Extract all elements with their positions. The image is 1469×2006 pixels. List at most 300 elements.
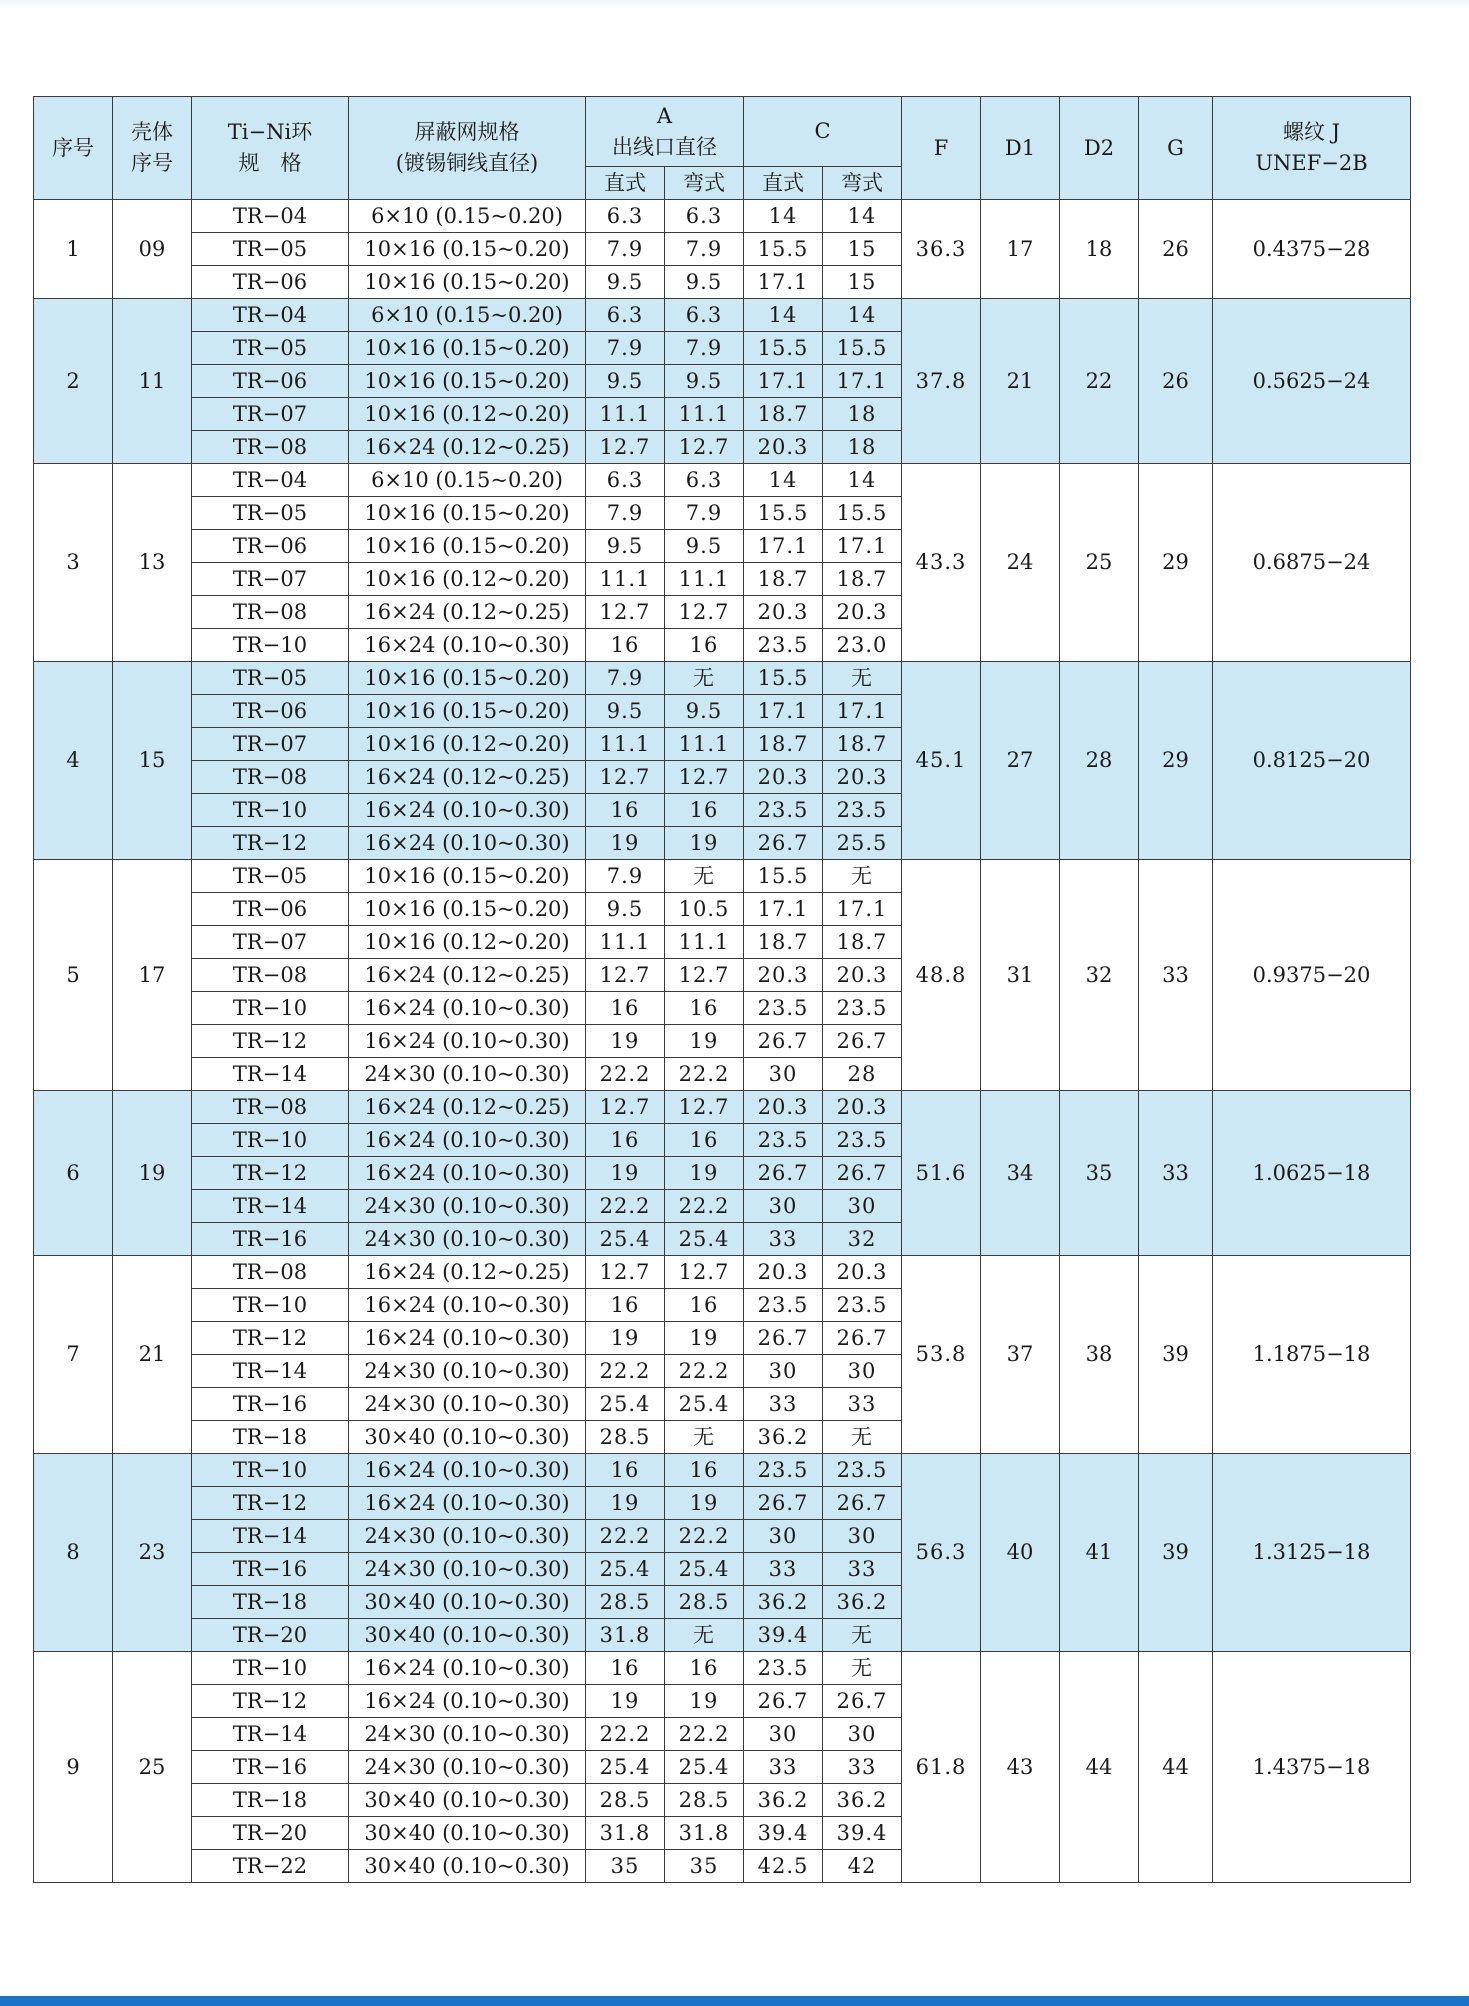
a-straight-cell: 12.7 <box>586 596 665 629</box>
d2-value-cell: 44 <box>1060 1652 1139 1883</box>
mesh-spec-cell: 6×10 (0.15~0.20) <box>349 464 586 497</box>
tini-spec-cell: TR−07 <box>192 926 349 959</box>
tini-spec-cell: TR−05 <box>192 662 349 695</box>
a-bent-cell: 9.5 <box>665 530 744 563</box>
g-value-cell: 33 <box>1139 860 1213 1091</box>
g-value-cell: 39 <box>1139 1454 1213 1652</box>
a-straight-cell: 7.9 <box>586 332 665 365</box>
c-straight-cell: 23.5 <box>744 794 823 827</box>
c-bent-cell: 23.5 <box>823 992 902 1025</box>
a-bent-cell: 25.4 <box>665 1553 744 1586</box>
d2-value-cell: 22 <box>1060 299 1139 464</box>
d1-value-cell: 27 <box>981 662 1060 860</box>
a-bent-cell: 12.7 <box>665 1256 744 1289</box>
c-bent-cell: 20.3 <box>823 1256 902 1289</box>
a-bent-cell: 12.7 <box>665 959 744 992</box>
a-straight-cell: 7.9 <box>586 662 665 695</box>
a-straight-cell: 31.8 <box>586 1619 665 1652</box>
a-bent-cell: 22.2 <box>665 1058 744 1091</box>
tini-spec-cell: TR−07 <box>192 563 349 596</box>
mesh-spec-cell: 24×30 (0.10~0.30) <box>349 1223 586 1256</box>
tini-spec-cell: TR−08 <box>192 431 349 464</box>
mesh-spec-cell: 24×30 (0.10~0.30) <box>349 1520 586 1553</box>
a-straight-cell: 11.1 <box>586 398 665 431</box>
tini-spec-cell: TR−06 <box>192 530 349 563</box>
c-straight-cell: 23.5 <box>744 1124 823 1157</box>
a-bent-cell: 22.2 <box>665 1190 744 1223</box>
a-straight-cell: 19 <box>586 1157 665 1190</box>
mesh-spec-cell: 10×16 (0.15~0.20) <box>349 530 586 563</box>
mesh-spec-cell: 16×24 (0.12~0.25) <box>349 1256 586 1289</box>
c-straight-cell: 15.5 <box>744 233 823 266</box>
tini-spec-cell: TR−04 <box>192 200 349 233</box>
f-value-cell: 36.3 <box>902 200 981 299</box>
mesh-spec-cell: 10×16 (0.12~0.20) <box>349 728 586 761</box>
c-straight-cell: 20.3 <box>744 1091 823 1124</box>
seq-cell: 1 <box>34 200 113 299</box>
c-bent-cell: 18.7 <box>823 728 902 761</box>
c-straight-cell: 15.5 <box>744 332 823 365</box>
a-bent-cell: 7.9 <box>665 332 744 365</box>
a-bent-cell: 16 <box>665 1124 744 1157</box>
a-bent-cell: 31.8 <box>665 1817 744 1850</box>
mesh-spec-cell: 30×40 (0.10~0.30) <box>349 1850 586 1883</box>
c-bent-cell: 15 <box>823 266 902 299</box>
tini-spec-cell: TR−08 <box>192 761 349 794</box>
a-bent-cell: 16 <box>665 1454 744 1487</box>
mesh-spec-cell: 30×40 (0.10~0.30) <box>349 1817 586 1850</box>
a-bent-cell: 19 <box>665 1685 744 1718</box>
c-straight-cell: 26.7 <box>744 1685 823 1718</box>
table-row <box>34 200 1411 233</box>
mesh-spec-cell: 10×16 (0.12~0.20) <box>349 398 586 431</box>
a-straight-cell: 25.4 <box>586 1751 665 1784</box>
mesh-spec-cell: 16×24 (0.10~0.30) <box>349 1124 586 1157</box>
mesh-spec-cell: 10×16 (0.15~0.20) <box>349 893 586 926</box>
a-bent-cell: 16 <box>665 629 744 662</box>
mesh-spec-cell: 10×16 (0.12~0.20) <box>349 926 586 959</box>
thread-value-cell: 0.5625−24 <box>1213 299 1411 464</box>
tini-spec-cell: TR−12 <box>192 1025 349 1058</box>
c-straight-cell: 26.7 <box>744 1025 823 1058</box>
mesh-spec-cell: 16×24 (0.12~0.25) <box>349 959 586 992</box>
mesh-spec-cell: 6×10 (0.15~0.20) <box>349 299 586 332</box>
tini-spec-cell: TR−14 <box>192 1190 349 1223</box>
c-bent-cell: 17.1 <box>823 695 902 728</box>
tini-spec-cell: TR−22 <box>192 1850 349 1883</box>
a-bent-cell: 22.2 <box>665 1718 744 1751</box>
c-bent-cell: 17.1 <box>823 365 902 398</box>
tini-spec-cell: TR−18 <box>192 1586 349 1619</box>
a-straight-cell: 31.8 <box>586 1817 665 1850</box>
a-straight-cell: 9.5 <box>586 695 665 728</box>
a-straight-cell: 19 <box>586 827 665 860</box>
d2-value-cell: 41 <box>1060 1454 1139 1652</box>
a-straight-cell: 7.9 <box>586 860 665 893</box>
c-straight-cell: 20.3 <box>744 596 823 629</box>
c-straight-cell: 39.4 <box>744 1817 823 1850</box>
table-row <box>34 1454 1411 1487</box>
col-a-header: A 出线口直径 <box>586 97 744 167</box>
c-bent-cell: 28 <box>823 1058 902 1091</box>
tini-spec-cell: TR−12 <box>192 1487 349 1520</box>
a-bent-cell: 16 <box>665 794 744 827</box>
mesh-spec-cell: 10×16 (0.15~0.20) <box>349 266 586 299</box>
a-straight-cell: 19 <box>586 1322 665 1355</box>
a-straight-cell: 22.2 <box>586 1190 665 1223</box>
f-value-cell: 43.3 <box>902 464 981 662</box>
c-straight-cell: 18.7 <box>744 728 823 761</box>
shell-cell: 13 <box>113 464 192 662</box>
c-bent-cell: 无 <box>823 1652 902 1685</box>
thread-value-cell: 0.6875−24 <box>1213 464 1411 662</box>
a-straight-cell: 9.5 <box>586 530 665 563</box>
top-strip <box>0 0 1469 10</box>
c-bent-cell: 17.1 <box>823 893 902 926</box>
c-straight-cell: 23.5 <box>744 1454 823 1487</box>
mesh-spec-cell: 10×16 (0.12~0.20) <box>349 563 586 596</box>
col-a-straight-header: 直式 <box>586 167 665 200</box>
c-bent-cell: 23.5 <box>823 1454 902 1487</box>
a-bent-cell: 无 <box>665 1619 744 1652</box>
tini-spec-cell: TR−05 <box>192 860 349 893</box>
a-straight-cell: 9.5 <box>586 365 665 398</box>
tini-spec-cell: TR−08 <box>192 596 349 629</box>
seq-cell: 5 <box>34 860 113 1091</box>
seq-cell: 6 <box>34 1091 113 1256</box>
a-bent-cell: 19 <box>665 1322 744 1355</box>
f-value-cell: 56.3 <box>902 1454 981 1652</box>
tini-spec-cell: TR−04 <box>192 299 349 332</box>
c-straight-cell: 23.5 <box>744 629 823 662</box>
a-straight-cell: 9.5 <box>586 266 665 299</box>
c-straight-cell: 15.5 <box>744 860 823 893</box>
a-straight-cell: 12.7 <box>586 959 665 992</box>
mesh-spec-cell: 16×24 (0.10~0.30) <box>349 1322 586 1355</box>
mesh-spec-cell: 16×24 (0.10~0.30) <box>349 1454 586 1487</box>
c-straight-cell: 42.5 <box>744 1850 823 1883</box>
d1-value-cell: 40 <box>981 1454 1060 1652</box>
c-bent-cell: 18 <box>823 398 902 431</box>
a-straight-cell: 28.5 <box>586 1784 665 1817</box>
mesh-spec-cell: 16×24 (0.12~0.25) <box>349 761 586 794</box>
tini-spec-cell: TR−18 <box>192 1421 349 1454</box>
mesh-spec-cell: 16×24 (0.10~0.30) <box>349 1487 586 1520</box>
a-bent-cell: 12.7 <box>665 761 744 794</box>
f-value-cell: 51.6 <box>902 1091 981 1256</box>
a-straight-cell: 28.5 <box>586 1421 665 1454</box>
c-bent-cell: 33 <box>823 1388 902 1421</box>
a-straight-cell: 12.7 <box>586 761 665 794</box>
col-d1-header: D1 <box>981 97 1060 200</box>
g-value-cell: 44 <box>1139 1652 1213 1883</box>
c-straight-cell: 17.1 <box>744 530 823 563</box>
col-a-bent-header: 弯式 <box>665 167 744 200</box>
a-straight-cell: 6.3 <box>586 464 665 497</box>
a-bent-cell: 25.4 <box>665 1388 744 1421</box>
c-bent-cell: 33 <box>823 1553 902 1586</box>
tini-spec-cell: TR−10 <box>192 1289 349 1322</box>
a-straight-cell: 12.7 <box>586 431 665 464</box>
c-bent-cell: 18.7 <box>823 563 902 596</box>
mesh-spec-cell: 30×40 (0.10~0.30) <box>349 1421 586 1454</box>
c-bent-cell: 36.2 <box>823 1586 902 1619</box>
a-straight-cell: 16 <box>586 1454 665 1487</box>
tini-spec-cell: TR−10 <box>192 992 349 1025</box>
tini-spec-cell: TR−05 <box>192 332 349 365</box>
a-straight-cell: 28.5 <box>586 1586 665 1619</box>
c-bent-cell: 无 <box>823 1619 902 1652</box>
mesh-spec-cell: 16×24 (0.10~0.30) <box>349 827 586 860</box>
mesh-spec-cell: 16×24 (0.10~0.30) <box>349 1685 586 1718</box>
col-thread-header: 螺纹 J UNEF−2B <box>1213 97 1411 200</box>
a-bent-cell: 7.9 <box>665 233 744 266</box>
c-bent-cell: 14 <box>823 200 902 233</box>
a-bent-cell: 19 <box>665 1025 744 1058</box>
d1-value-cell: 34 <box>981 1091 1060 1256</box>
c-bent-cell: 26.7 <box>823 1157 902 1190</box>
c-bent-cell: 20.3 <box>823 596 902 629</box>
mesh-spec-cell: 24×30 (0.10~0.30) <box>349 1058 586 1091</box>
c-straight-cell: 36.2 <box>744 1421 823 1454</box>
c-straight-cell: 30 <box>744 1058 823 1091</box>
d1-value-cell: 31 <box>981 860 1060 1091</box>
a-bent-cell: 无 <box>665 662 744 695</box>
tini-spec-cell: TR−12 <box>192 1322 349 1355</box>
a-straight-cell: 12.7 <box>586 1091 665 1124</box>
c-bent-cell: 42 <box>823 1850 902 1883</box>
mesh-spec-cell: 10×16 (0.15~0.20) <box>349 497 586 530</box>
c-bent-cell: 26.7 <box>823 1685 902 1718</box>
a-straight-cell: 6.3 <box>586 299 665 332</box>
a-bent-cell: 6.3 <box>665 299 744 332</box>
seq-cell: 3 <box>34 464 113 662</box>
a-straight-cell: 11.1 <box>586 926 665 959</box>
table-row <box>34 662 1411 695</box>
c-straight-cell: 18.7 <box>744 926 823 959</box>
a-bent-cell: 22.2 <box>665 1355 744 1388</box>
tini-spec-cell: TR−07 <box>192 728 349 761</box>
a-straight-cell: 7.9 <box>586 233 665 266</box>
tini-spec-cell: TR−10 <box>192 794 349 827</box>
c-straight-cell: 15.5 <box>744 497 823 530</box>
c-bent-cell: 30 <box>823 1355 902 1388</box>
a-straight-cell: 7.9 <box>586 497 665 530</box>
a-straight-cell: 16 <box>586 794 665 827</box>
a-bent-cell: 10.5 <box>665 893 744 926</box>
a-bent-cell: 9.5 <box>665 365 744 398</box>
c-straight-cell: 20.3 <box>744 1256 823 1289</box>
tini-spec-cell: TR−16 <box>192 1553 349 1586</box>
d1-value-cell: 17 <box>981 200 1060 299</box>
a-bent-cell: 16 <box>665 1652 744 1685</box>
spec-table <box>33 96 1411 1883</box>
tini-spec-cell: TR−08 <box>192 1256 349 1289</box>
a-bent-cell: 12.7 <box>665 596 744 629</box>
a-bent-cell: 19 <box>665 827 744 860</box>
tini-spec-cell: TR−16 <box>192 1223 349 1256</box>
table-row <box>34 299 1411 332</box>
a-bent-cell: 25.4 <box>665 1751 744 1784</box>
c-straight-cell: 18.7 <box>744 563 823 596</box>
mesh-spec-cell: 10×16 (0.15~0.20) <box>349 695 586 728</box>
shell-cell: 15 <box>113 662 192 860</box>
c-straight-cell: 36.2 <box>744 1586 823 1619</box>
a-straight-cell: 25.4 <box>586 1223 665 1256</box>
mesh-spec-cell: 16×24 (0.12~0.25) <box>349 596 586 629</box>
table-row <box>34 860 1411 893</box>
mesh-spec-cell: 16×24 (0.10~0.30) <box>349 1025 586 1058</box>
mesh-spec-cell: 16×24 (0.10~0.30) <box>349 992 586 1025</box>
col-tini-header: Ti−Ni环 规 格 <box>192 97 349 200</box>
col-f-header: F <box>902 97 981 200</box>
shell-cell: 17 <box>113 860 192 1091</box>
a-bent-cell: 22.2 <box>665 1520 744 1553</box>
g-value-cell: 29 <box>1139 464 1213 662</box>
d2-value-cell: 25 <box>1060 464 1139 662</box>
mesh-spec-cell: 24×30 (0.10~0.30) <box>349 1553 586 1586</box>
a-straight-cell: 11.1 <box>586 563 665 596</box>
c-bent-cell: 25.5 <box>823 827 902 860</box>
shell-cell: 25 <box>113 1652 192 1883</box>
tini-spec-cell: TR−20 <box>192 1817 349 1850</box>
a-bent-cell: 28.5 <box>665 1586 744 1619</box>
mesh-spec-cell: 24×30 (0.10~0.30) <box>349 1751 586 1784</box>
thread-value-cell: 0.8125−20 <box>1213 662 1411 860</box>
a-bent-cell: 11.1 <box>665 563 744 596</box>
g-value-cell: 26 <box>1139 200 1213 299</box>
a-bent-cell: 19 <box>665 1487 744 1520</box>
col-c-header: C <box>744 97 902 167</box>
mesh-spec-cell: 24×30 (0.10~0.30) <box>349 1355 586 1388</box>
tini-spec-cell: TR−12 <box>192 1157 349 1190</box>
c-straight-cell: 23.5 <box>744 992 823 1025</box>
c-straight-cell: 17.1 <box>744 695 823 728</box>
c-bent-cell: 30 <box>823 1190 902 1223</box>
a-straight-cell: 12.7 <box>586 1256 665 1289</box>
col-g-header: G <box>1139 97 1213 200</box>
thread-value-cell: 0.4375−28 <box>1213 200 1411 299</box>
tini-spec-cell: TR−20 <box>192 1619 349 1652</box>
c-straight-cell: 30 <box>744 1520 823 1553</box>
col-seq-header: 序号 <box>34 97 113 200</box>
c-straight-cell: 20.3 <box>744 959 823 992</box>
a-straight-cell: 16 <box>586 992 665 1025</box>
c-straight-cell: 39.4 <box>744 1619 823 1652</box>
mesh-spec-cell: 10×16 (0.15~0.20) <box>349 365 586 398</box>
c-bent-cell: 26.7 <box>823 1025 902 1058</box>
tini-spec-cell: TR−08 <box>192 1091 349 1124</box>
c-straight-cell: 17.1 <box>744 365 823 398</box>
tini-spec-cell: TR−14 <box>192 1718 349 1751</box>
a-bent-cell: 9.5 <box>665 266 744 299</box>
mesh-spec-cell: 10×16 (0.15~0.20) <box>349 860 586 893</box>
seq-cell: 2 <box>34 299 113 464</box>
a-bent-cell: 11.1 <box>665 728 744 761</box>
c-bent-cell: 20.3 <box>823 959 902 992</box>
d1-value-cell: 24 <box>981 464 1060 662</box>
a-straight-cell: 16 <box>586 1652 665 1685</box>
mesh-spec-cell: 24×30 (0.10~0.30) <box>349 1718 586 1751</box>
thread-value-cell: 1.1875−18 <box>1213 1256 1411 1454</box>
a-bent-cell: 11.1 <box>665 398 744 431</box>
a-straight-cell: 6.3 <box>586 200 665 233</box>
seq-cell: 8 <box>34 1454 113 1652</box>
a-straight-cell: 16 <box>586 1289 665 1322</box>
table-row <box>34 1256 1411 1289</box>
a-bent-cell: 16 <box>665 1289 744 1322</box>
shell-cell: 19 <box>113 1091 192 1256</box>
mesh-spec-cell: 24×30 (0.10~0.30) <box>349 1190 586 1223</box>
c-straight-cell: 14 <box>744 200 823 233</box>
c-bent-cell: 17.1 <box>823 530 902 563</box>
tini-spec-cell: TR−14 <box>192 1058 349 1091</box>
c-bent-cell: 15 <box>823 233 902 266</box>
f-value-cell: 61.8 <box>902 1652 981 1883</box>
tini-spec-cell: TR−04 <box>192 464 349 497</box>
a-straight-cell: 16 <box>586 1124 665 1157</box>
d1-value-cell: 21 <box>981 299 1060 464</box>
c-bent-cell: 26.7 <box>823 1322 902 1355</box>
mesh-spec-cell: 16×24 (0.10~0.30) <box>349 794 586 827</box>
tini-spec-cell: TR−05 <box>192 233 349 266</box>
table-header <box>34 97 1411 200</box>
tini-spec-cell: TR−06 <box>192 266 349 299</box>
a-bent-cell: 25.4 <box>665 1223 744 1256</box>
tini-spec-cell: TR−10 <box>192 1124 349 1157</box>
mesh-spec-cell: 16×24 (0.10~0.30) <box>349 1289 586 1322</box>
tini-spec-cell: TR−14 <box>192 1520 349 1553</box>
a-bent-cell: 16 <box>665 992 744 1025</box>
a-straight-cell: 19 <box>586 1025 665 1058</box>
shell-cell: 09 <box>113 200 192 299</box>
a-bent-cell: 6.3 <box>665 200 744 233</box>
c-bent-cell: 无 <box>823 662 902 695</box>
c-bent-cell: 14 <box>823 464 902 497</box>
tini-spec-cell: TR−05 <box>192 497 349 530</box>
a-straight-cell: 35 <box>586 1850 665 1883</box>
f-value-cell: 48.8 <box>902 860 981 1091</box>
shell-cell: 11 <box>113 299 192 464</box>
shell-cell: 21 <box>113 1256 192 1454</box>
c-straight-cell: 26.7 <box>744 1322 823 1355</box>
c-bent-cell: 36.2 <box>823 1784 902 1817</box>
a-straight-cell: 22.2 <box>586 1520 665 1553</box>
a-straight-cell: 22.2 <box>586 1058 665 1091</box>
c-straight-cell: 20.3 <box>744 431 823 464</box>
seq-cell: 7 <box>34 1256 113 1454</box>
c-straight-cell: 30 <box>744 1355 823 1388</box>
seq-cell: 4 <box>34 662 113 860</box>
c-bent-cell: 23.0 <box>823 629 902 662</box>
a-bent-cell: 35 <box>665 1850 744 1883</box>
a-straight-cell: 22.2 <box>586 1355 665 1388</box>
c-bent-cell: 14 <box>823 299 902 332</box>
a-bent-cell: 9.5 <box>665 695 744 728</box>
mesh-spec-cell: 16×24 (0.12~0.25) <box>349 431 586 464</box>
c-bent-cell: 18 <box>823 431 902 464</box>
c-bent-cell: 30 <box>823 1718 902 1751</box>
mesh-spec-cell: 6×10 (0.15~0.20) <box>349 200 586 233</box>
c-bent-cell: 无 <box>823 1421 902 1454</box>
a-straight-cell: 11.1 <box>586 728 665 761</box>
mesh-spec-cell: 10×16 (0.15~0.20) <box>349 662 586 695</box>
c-bent-cell: 23.5 <box>823 1124 902 1157</box>
a-bent-cell: 7.9 <box>665 497 744 530</box>
a-straight-cell: 19 <box>586 1685 665 1718</box>
tini-spec-cell: TR−18 <box>192 1784 349 1817</box>
mesh-spec-cell: 10×16 (0.15~0.20) <box>349 332 586 365</box>
